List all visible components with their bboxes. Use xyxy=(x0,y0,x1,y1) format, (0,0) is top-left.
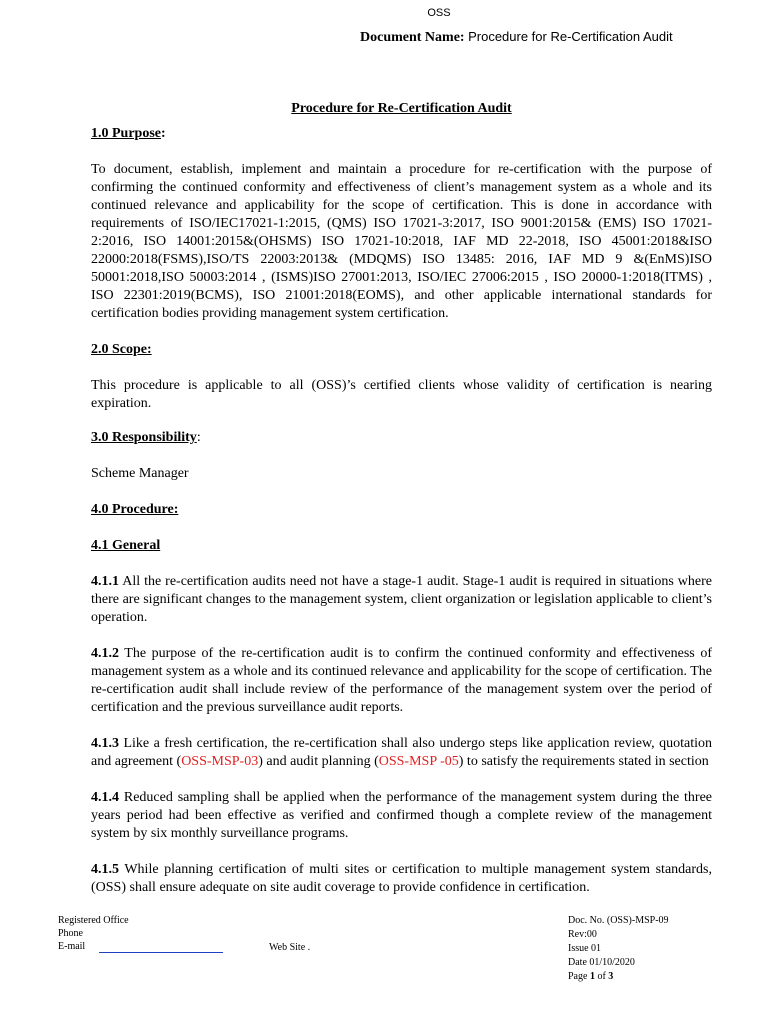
footer-registered-office: Registered Office xyxy=(58,915,129,926)
footer-email-link[interactable] xyxy=(99,942,223,953)
page-of: of xyxy=(594,971,609,982)
footer-email-row xyxy=(58,940,223,953)
page-label: Page xyxy=(568,971,590,982)
page-total: 3 xyxy=(608,971,614,982)
clause-4-1-4 xyxy=(91,789,712,843)
clause-4-1-3-text-b: ) and audit planning ( xyxy=(258,754,379,769)
clause-4-1-5 xyxy=(91,861,712,897)
scope-heading: 2.0 Scope: xyxy=(91,342,152,357)
page-current: 1 xyxy=(589,971,595,982)
clause-4-1-2-text: The purpose of the re-certification audit is to confirm the continued conformity and effectiveness of management system as a whole and its continued relevance and applicability for the scope of certification. The re-certification audit shall include review of the performance of the management system over the period of certification and the previous surveillance audit reports. xyxy=(91,646,712,715)
responsibility-heading-colon: : xyxy=(196,430,201,445)
footer-email-label: E-mail xyxy=(58,941,86,952)
clause-4-1-2 xyxy=(91,645,712,717)
footer-contact xyxy=(58,914,223,953)
clause-4-1-3-number: 4.1.3 xyxy=(91,736,119,751)
footer-web-site-label: Web Site xyxy=(269,942,306,953)
header-company: OSS xyxy=(427,7,451,19)
reference-oss-msp-05: OSS-MSP -05 xyxy=(378,754,459,769)
document-name-label: Document Name: xyxy=(360,30,465,45)
purpose-paragraph: To document, establish, implement and maintain a procedure for re-certification with the purpose of confirming the continued conformity and effectiveness of client’s management system as a whole and its continued relevance and applicability for the scope of certification. This is done in accordance with requirements of ISO/IEC17021-1:2015, (QMS) ISO 17021-3:2017, ISO 9001:2015& (EMS) ISO 17021-2:2016, ISO 14001:2015&(OHSMS) ISO 17021-10:2018, IAF MD 22-2018, ISO 45001:2018&ISO 22000:2018(FSMS),ISO/TS 22003:2013& (MDQMS) ISO 13485: 2016, IAF MD 9 &(EnMS)ISO 50001:2018,ISO 50003:2014 , (ISMS)ISO 27001:2013, ISO/IEC 27006:2015 , ISO 20000-1:2018(ITMS) , ISO 22301:2019(BCMS), ISO 21001:2018(EOMS), and other applicable international standards for certification bodies providing management system certification. xyxy=(91,162,712,321)
purpose-heading-colon: : xyxy=(161,126,166,141)
footer-doc-control xyxy=(568,914,669,984)
clause-4-1-5-text: While planning certification of multi sites or certification to multiple management system standards, (OSS) shall ensure adequate on site audit coverage to provide confidence in certification. xyxy=(91,862,712,895)
clause-4-1-1-text: All the re-certification audits need not have a stage-1 audit. Stage-1 audit is required in situations where there are significant changes to the management system, client organization or legislation applicable to client’s operation. xyxy=(91,574,712,625)
scope-paragraph: This procedure is applicable to all (OSS)’s certified clients whose validity of certification is nearing expiration. xyxy=(91,378,712,411)
purpose-heading-text: 1.0 Purpose xyxy=(91,126,161,141)
clause-4-1-4-number: 4.1.4 xyxy=(91,790,119,805)
footer-page-number xyxy=(568,970,669,984)
clause-4-1-3-text-c: ) to satisfy the requirements stated in section xyxy=(458,754,709,769)
purpose-heading xyxy=(91,125,712,143)
footer-doc-no: Doc. No. (OSS)-MSP-09 xyxy=(568,915,669,926)
header-document-name xyxy=(360,29,673,46)
responsibility-paragraph: Scheme Manager xyxy=(91,466,189,481)
clause-4-1-3-text-a: Like a fresh certification, the re-certification shall also undergo steps like application review, quotation and agreement ( xyxy=(91,736,712,769)
footer-web-site xyxy=(269,941,310,954)
responsibility-heading-text: 3.0 Responsibility xyxy=(91,430,197,445)
clause-4-1-1-number: 4.1.1 xyxy=(91,574,119,589)
clause-4-1-2-number: 4.1.2 xyxy=(91,646,119,661)
procedure-heading: 4.0 Procedure: xyxy=(91,502,179,517)
document-name-value: Procedure for Re-Certification Audit xyxy=(468,29,673,44)
clause-4-1-4-text: Reduced sampling shall be applied when the performance of the management system during the three years period had been effective as verified and confirmed though a complete review of the management system by six monthly surveillance programs. xyxy=(91,790,712,841)
footer-rev: Rev:00 xyxy=(568,929,597,940)
document-body xyxy=(91,100,712,897)
clause-4-1-3 xyxy=(91,735,712,771)
clause-4-1-1 xyxy=(91,573,712,627)
document-title: Procedure for Re-Certification Audit xyxy=(291,101,512,116)
general-heading: 4.1 General xyxy=(91,538,161,553)
reference-oss-msp-03: OSS-MSP-03 xyxy=(181,754,259,769)
footer-date: Date 01/10/2020 xyxy=(568,957,635,968)
footer-phone: Phone xyxy=(58,928,83,939)
clause-4-1-5-number: 4.1.5 xyxy=(91,862,119,877)
responsibility-heading xyxy=(91,429,712,447)
footer-issue: Issue 01 xyxy=(568,943,602,954)
footer-web-site-dot: . xyxy=(307,942,311,953)
